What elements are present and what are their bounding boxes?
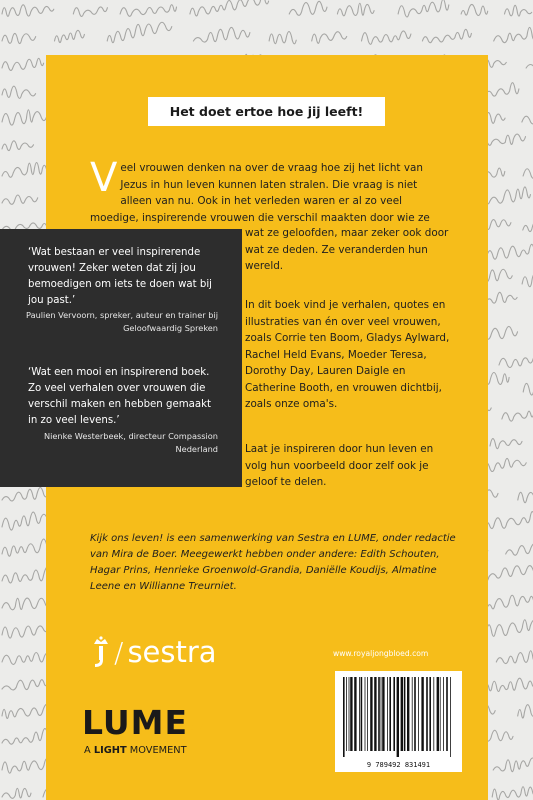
crown-icon xyxy=(90,635,112,669)
lume-tagline-suffix: MOVEMENT xyxy=(126,745,187,756)
endorsement-quote: ‘Wat bestaan er veel inspirerende vrouwen! Zeker weten dat zij jou bemoedigen om iets te doen wat bij jou past.’ xyxy=(28,247,213,306)
lume-tagline-bold: LIGHT xyxy=(93,745,127,756)
handwriting-stroke xyxy=(494,23,533,43)
handwriting-stroke xyxy=(2,5,54,17)
isbn-number: 9 789492 831491 xyxy=(366,761,431,769)
handwriting-stroke xyxy=(487,243,533,259)
handwriting-stroke xyxy=(2,86,36,98)
lume-tagline xyxy=(84,745,187,756)
handwriting-stroke xyxy=(2,680,47,690)
lume-tagline-prefix: A xyxy=(84,745,94,756)
endorsement-attribution: Nienke Westerbeek, directeur Compassion Nederland xyxy=(44,431,218,454)
book-title: Kijk ons leven! xyxy=(90,533,164,544)
handwriting-stroke xyxy=(518,704,533,718)
headline-banner xyxy=(148,97,385,126)
handwriting-stroke xyxy=(522,274,533,287)
endorsement-attribution: Paulien Vervoorn, spreker, auteur en trainer bij Geloofwaardig Spreken xyxy=(26,310,218,333)
body-paragraph-2: In dit boek vind je verhalen, quotes en illustraties van én over veel vrouwen, zoals Corrie ten Boom, Gladys Aylward, Rachel Held Evans, Moeder Teresa, Dorothy Day, Lauren Daigle en Catherine Booth, en vrouwen dichtbij, zoals onze oma's. xyxy=(245,299,450,410)
endorsement-quote: ‘Wat een mooi en inspirerend boek. Zo veel verhalen over vrouwen die verschil maken en hebben gemaakt in zo veel levens.’ xyxy=(28,367,212,426)
handwriting-stroke xyxy=(2,58,44,70)
handwriting-stroke xyxy=(523,160,533,178)
endorsement-box xyxy=(0,229,242,487)
publisher-website: www.royaljongbloed.com xyxy=(333,649,429,658)
handwriting-stroke xyxy=(312,32,347,44)
handwriting-stroke xyxy=(505,5,532,16)
handwriting-stroke xyxy=(506,544,533,556)
handwriting-stroke xyxy=(518,492,533,503)
sestra-slash: / xyxy=(114,635,124,669)
handwriting-stroke xyxy=(107,22,172,42)
handwriting-stroke xyxy=(289,1,327,15)
handwriting-stroke xyxy=(2,195,38,204)
handwriting-stroke xyxy=(484,512,533,529)
headline: Het doet ertoe hoe jij leeft! xyxy=(169,104,364,119)
handwriting-stroke xyxy=(490,439,522,449)
handwriting-stroke xyxy=(493,758,533,772)
handwriting-stroke xyxy=(523,216,533,231)
handwriting-stroke xyxy=(526,51,533,69)
handwriting-stroke xyxy=(2,33,36,43)
credits-body: is een samenwerking van Sestra en LUME, onder redactie van Mira de Boer. Meegewerkt hebben onder andere: Edith Schouten, Hagar Prins, Henrieke Groenwold-Grandia, Daniëlle Koudijs, Almatine Leene en Willianne Treurniet. xyxy=(90,533,456,592)
lume-wordmark: LUME xyxy=(82,703,189,742)
handwriting-stroke xyxy=(485,83,518,96)
lume-logo xyxy=(82,705,212,763)
handwriting-stroke xyxy=(523,381,533,395)
handwriting-stroke xyxy=(190,0,269,16)
sestra-wordmark: sestra xyxy=(127,635,217,669)
body-paragraph-3: Laat je inspireren door hun leven en volg hun voorbeeld door zelf ook je geloof te delen. xyxy=(245,443,434,488)
handwriting-stroke xyxy=(193,27,250,42)
sestra-logo xyxy=(90,632,217,672)
handwriting-stroke xyxy=(398,0,449,17)
handwriting-stroke xyxy=(55,30,85,42)
intro-text: eel vrouwen denken na over de vraag hoe zij het licht van Jezus in hun leven kunnen laten stralen. Die vraag is niet alleen van nu. Ook in het verleden waren er al zo veel moedige, inspirerende vrouwen die verschil maakten door wie ze xyxy=(90,162,430,224)
intro-continued: wat ze geloofden, maar zeker ook door wat ze deden. Ze veranderden hun wereld. xyxy=(245,227,449,272)
handwriting-stroke xyxy=(499,348,533,368)
handwriting-stroke xyxy=(422,29,471,42)
drop-cap: V xyxy=(90,155,118,201)
handwriting-stroke xyxy=(73,7,107,17)
handwriting-stroke xyxy=(522,108,533,123)
credits-text xyxy=(90,531,460,595)
handwriting-stroke xyxy=(269,32,296,44)
handwriting-stroke xyxy=(120,5,176,17)
handwriting-stroke xyxy=(502,405,533,421)
handwriting-stroke xyxy=(2,141,34,151)
handwriting-stroke xyxy=(362,31,411,44)
handwriting-stroke xyxy=(2,788,31,798)
handwriting-stroke xyxy=(485,676,533,691)
handwriting-stroke xyxy=(461,4,488,15)
handwriting-stroke xyxy=(487,595,533,609)
handwriting-stroke xyxy=(492,786,533,800)
barcode xyxy=(335,671,462,772)
barcode-icon xyxy=(341,677,456,757)
handwriting-stroke xyxy=(337,3,374,16)
handwriting-stroke xyxy=(496,648,533,664)
